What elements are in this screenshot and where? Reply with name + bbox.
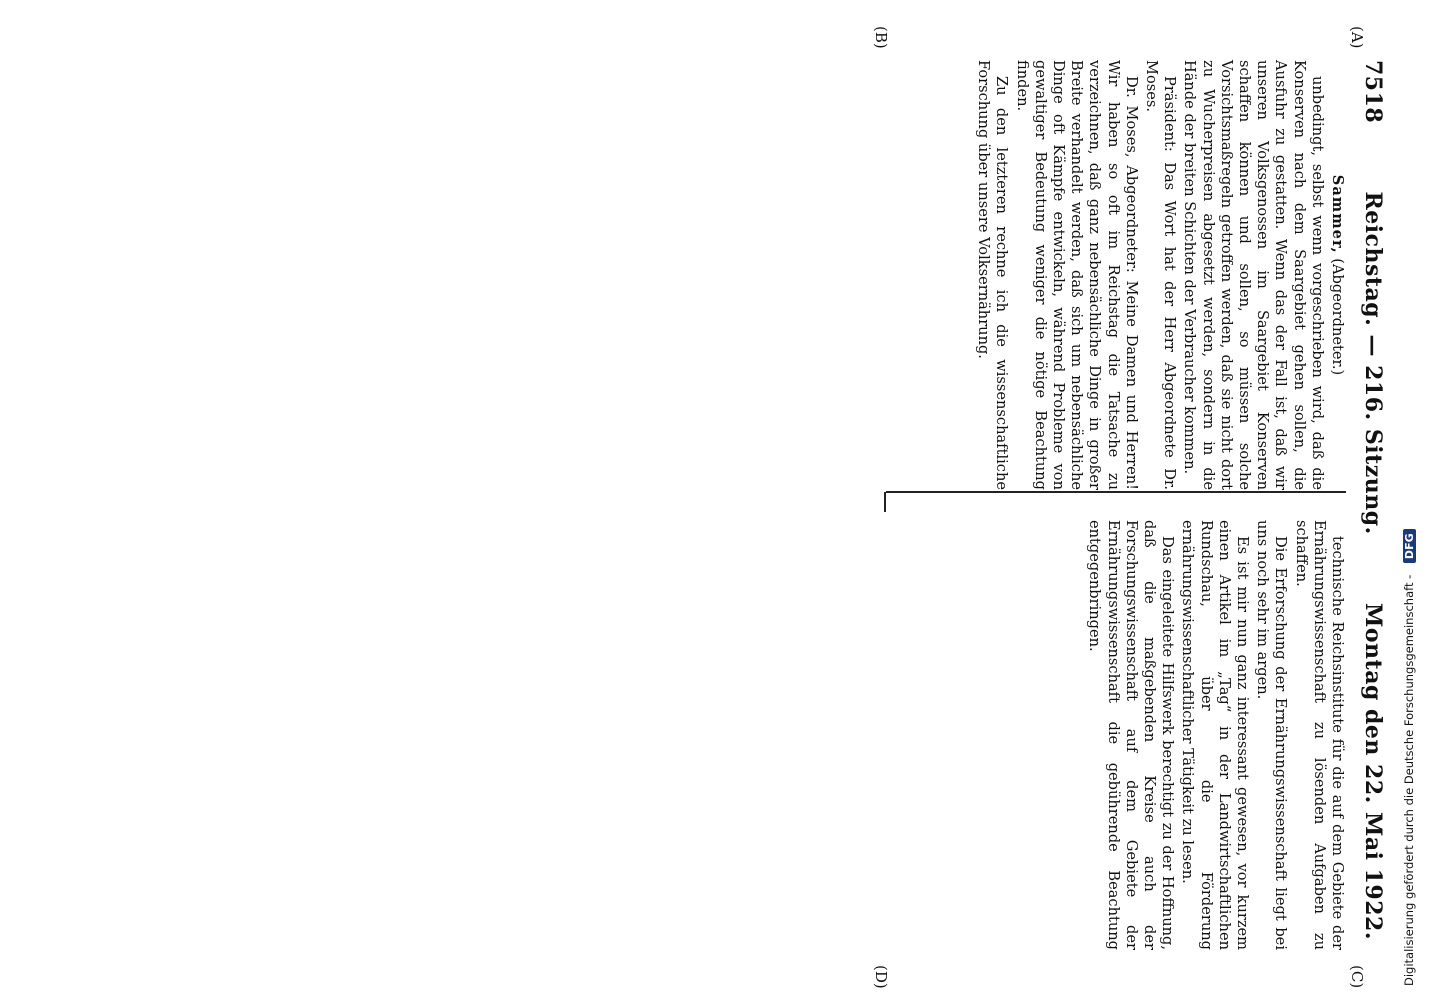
paragraph: technische Reichsinstitute für die auf dem Gebiete der Ernährungswissenschaft zu lösenden Aufgaben zu schaffen. bbox=[1292, 520, 1346, 950]
paragraph: Präsident: Das Wort hat der Herr Abgeordnete Dr. Moses. bbox=[1142, 60, 1179, 490]
session-date: Montag den 22. Mai 1922. bbox=[1360, 603, 1386, 940]
speaker-line bbox=[1328, 60, 1346, 490]
paragraph: Es ist mir nun ganz interessant gewesen, vor kurzem einen Artikel im „Tag“ in der Landwirtschaftlichen Rundschau, über die Förderung ernährungswissenschaftlicher Tätigkeit zu lesen. bbox=[1179, 520, 1251, 950]
digitization-credit-strip bbox=[1398, 0, 1434, 1000]
page-header bbox=[1356, 60, 1390, 940]
margin-marker-a: (A) bbox=[1348, 26, 1366, 49]
paragraph: unbedingt, selbst wenn vorgeschrieben wird, daß die Konserven nach dem Saargebiet gehen sollen, die Ausfuhr zu gestatten. Wenn das der Fall ist, daß wir unseren Volksgenossen im Saargebiet Konserven schaffen können und sollen, so müssen solche Vorsichtsmaßregeln getroffen werden, daß sie nicht dort zu Wucherpreisen abgesetzt werden, sondern in die Hände der breiten Schichten der Verbraucher kommen. bbox=[1181, 60, 1326, 490]
dfg-logo-icon: DFG bbox=[1403, 529, 1416, 563]
paragraph: Die Erforschung der Ernährungswissenschaft liegt bei uns noch sehr im argen. bbox=[1254, 520, 1290, 950]
paragraph: Dr. Moses, Abgeordneter: Meine Damen und Herren! Wir haben so oft im Reichstag die Tatsache zu verzeichnen, daß ganz nebensächliche Dinge in großer Breite verhandelt werden, daß sich um nebensächliche Dinge oft Kämpfe entwickeln, während Probleme von gewaltiger Bedeutung weniger die nötige Beachtung finden. bbox=[1013, 60, 1140, 490]
paragraph: Das eingeleitete Hilfswerk berechtigt zu der Hoffnung, daß die maßgebenden Kreise auch der Forschungswissenschaft auf dem Gebiete der Ernährungswissenschaft die gebührende Beachtung entgegenbringen. bbox=[1086, 520, 1177, 950]
column-divider bbox=[886, 491, 1346, 493]
page-title: Reichstag. — 216. Sitzung. bbox=[1360, 191, 1386, 535]
speaker-name: Sammer, bbox=[1329, 174, 1346, 254]
column-divider-tick bbox=[884, 492, 886, 512]
document-page bbox=[90, 0, 1410, 1000]
credit-text: Digitalisierung gefördert durch die Deutsche Forschungsgemeinschaft - bbox=[1402, 574, 1416, 986]
paragraph: Zu den letzteren rechne ich die wissenschaftliche Forschung über unsere Volksernährung. bbox=[975, 60, 1011, 490]
margin-marker-d: (D) bbox=[872, 965, 890, 989]
page-number: 7518 bbox=[1360, 60, 1386, 124]
margin-marker-c: (C) bbox=[1348, 965, 1366, 989]
right-column bbox=[1083, 520, 1346, 950]
margin-marker-b: (B) bbox=[872, 26, 890, 49]
digitization-credit bbox=[1402, 6, 1420, 986]
speaker-role: (Abgeordneter.) bbox=[1329, 258, 1346, 376]
left-column bbox=[972, 60, 1346, 490]
